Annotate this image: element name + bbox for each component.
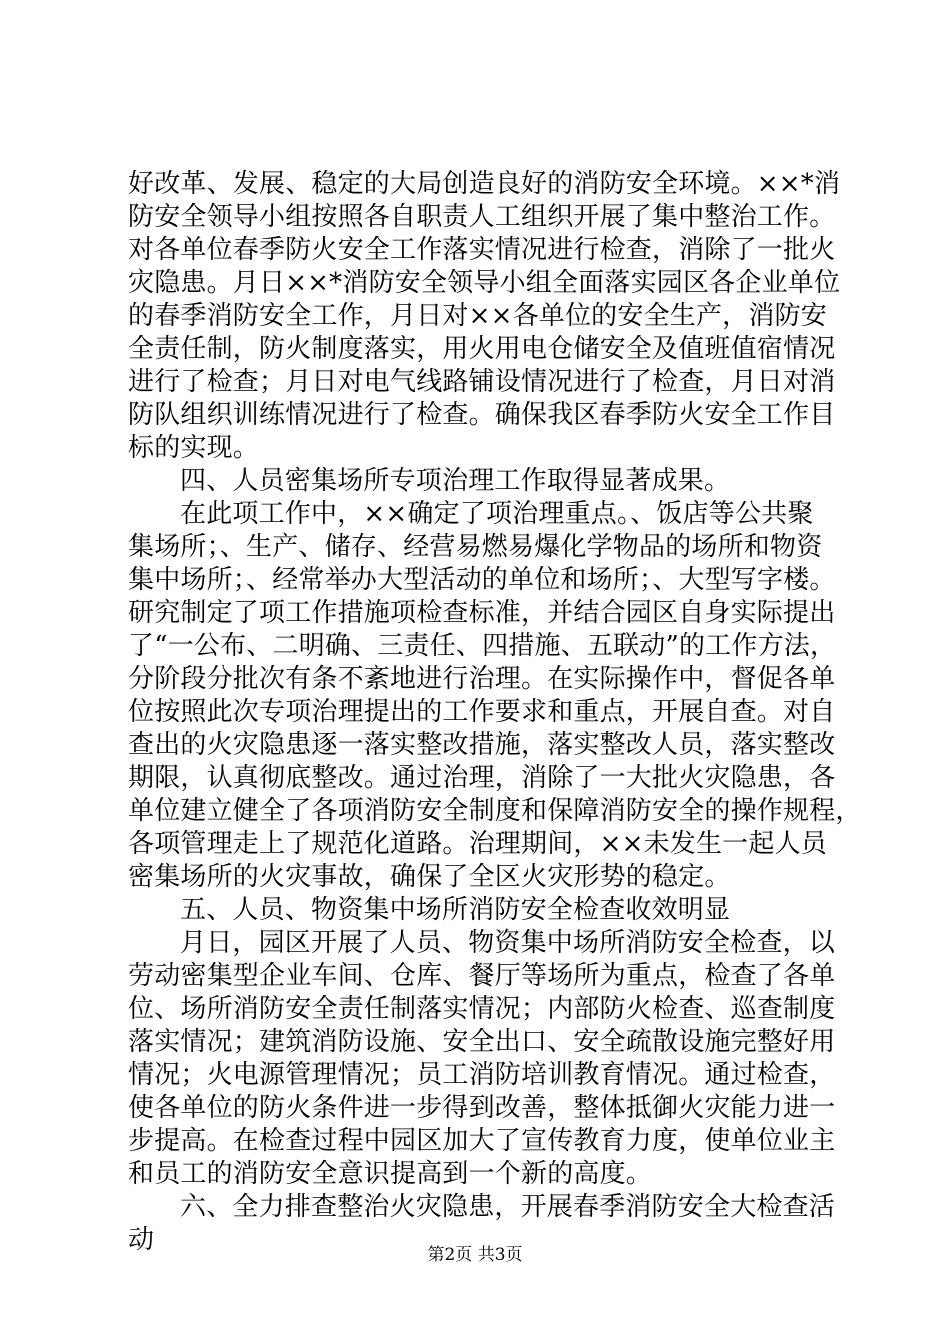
section-heading-five [128,894,828,927]
heading-line: 动 [128,1225,155,1255]
text-line: 使各单位的防火条件进一步得到改善，整体抵御火灾能力进一 [128,1093,836,1123]
text-line: 劳动密集型企业车间、仓库、餐厅等场所为重点，检查了各单 [128,961,836,991]
text-line: 查出的火灾隐患逐一落实整改措施，落实整改人员，落实整改 [128,730,836,760]
text-line: 全责任制，防火制度落实，用火用电仓储安全及值班值宿情况 [128,334,836,364]
text-line: 情况；火电源管理情况；员工消防培训教育情况。通过检查， [128,1060,836,1090]
text-line: 月日，园区开展了人员、物资集中场所消防安全检查，以 [180,928,836,958]
text-line: 好改革、发展、稳定的大局创造良好的消防安全环境。××*消 [128,169,841,199]
text-line: 单位建立健全了各项消防安全制度和保障消防安全的操作规程， [128,796,862,826]
text-line: 集中场所；、经常举办大型活动的单位和场所；、大型写字楼。 [128,565,836,595]
heading-line: 五、人员、物资集中场所消防安全检查收效明显 [180,895,731,925]
text-line: 灾隐患。月日××*消防安全领导小组全面落实园区各企业单位 [128,268,841,298]
text-line: 防队组织训练情况进行了检查。确保我区春季防火安全工作目 [128,400,836,430]
text-line: 了“一公布、二明确、三责任、四措施、五联动”的工作方法， [128,631,837,661]
text-line: 落实情况；建筑消防设施、安全出口、安全疏散设施完整好用 [128,1027,836,1057]
text-line: 在此项工作中，××确定了项治理重点。、饭店等公共聚 [180,499,814,529]
text-line: 研究制定了项工作措施项检查标准，并结合园区自身实际提出 [128,598,836,628]
text-line: 进行了检查；月日对电气线路铺设情况进行了检查，月日对消 [128,367,836,397]
text-line: 位按照此次专项治理提出的工作要求和重点，开展自查。对自 [128,697,836,727]
page-number-footer: 第2页 共3页 [427,1245,523,1265]
text-line: 期限，认真彻底整改。通过治理，消除了一大批火灾隐患，各 [128,763,836,793]
paragraph-fire-safety-inspection [128,168,841,465]
paragraph-material-inspection [128,927,836,1191]
heading-line: 六、全力排查整治火灾隐患，开展春季消防安全大检查活 [180,1192,836,1222]
section-heading-four [128,465,828,498]
text-line: 分阶段分批次有条不紊地进行治理。在实际操作中，督促各单 [128,664,836,694]
text-line: 集场所；、生产、储存、经营易燃易爆化学物品的场所和物资 [128,532,823,562]
document-body [128,168,862,1257]
text-line: 和员工的消防安全意识提高到一个新的高度。 [128,1159,653,1189]
text-line: 对各单位春季防火安全工作落实情况进行检查，消除了一批火 [128,235,836,265]
text-line: 位、场所消防安全责任制落实情况；内部防火检查、巡查制度 [128,994,836,1024]
text-line: 的春季消防安全工作，月日对××各单位的安全生产，消防安 [128,301,827,331]
text-line: 各项管理走上了规范化道路。治理期间，××未发生一起人员 [128,829,827,859]
heading-line: 四、人员密集场所专项治理工作取得显著成果。 [180,466,731,496]
text-line: 标的实现。 [128,433,260,463]
text-line: 步提高。在检查过程中园区加大了宣传教育力度，使单位业主 [128,1126,836,1156]
text-line: 密集场所的火灾事故，确保了全区火灾形势的稳定。 [128,862,731,892]
paragraph-crowded-places [128,498,862,894]
text-line: 防安全领导小组按照各自职责人工组织开展了集中整治工作。 [128,202,836,232]
